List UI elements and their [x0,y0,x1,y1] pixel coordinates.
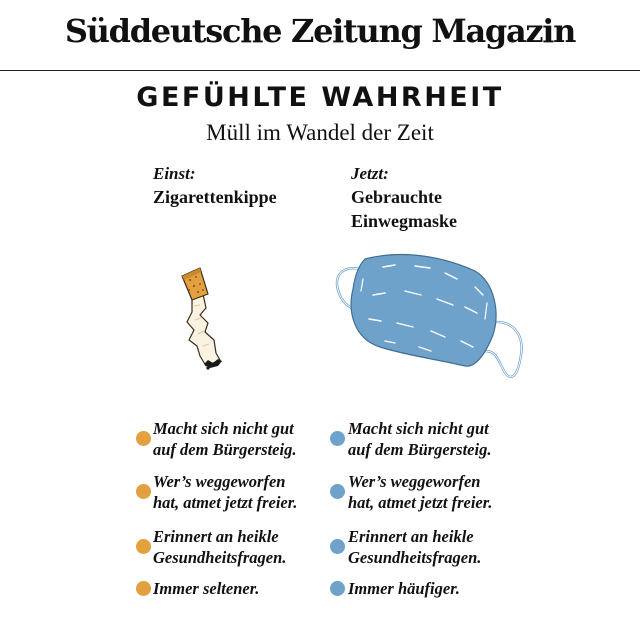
now-fact-2 [348,471,528,513]
fact-line: Erinnert an heikle [153,527,279,546]
now-label: Jetzt: [351,164,389,183]
now-bullet-dot [330,484,345,499]
now-item-name [351,185,551,233]
then-bullet-dot [136,581,151,596]
fact-line: Gesundheitsfragen. [348,548,482,567]
then-bullet-dot [136,431,151,446]
face-mask-icon [325,243,540,388]
now-fact-1 [348,418,528,460]
fact-line: Macht sich nicht gut [348,419,489,438]
fact-line: Wer’s weggeworfen [153,472,286,491]
then-fact-4 [153,578,333,599]
now-bullet-dot [330,539,345,554]
fact-line: hat, atmet jetzt freier. [153,493,298,512]
cigarette-butt-icon [170,260,240,375]
fact-line: hat, atmet jetzt freier. [348,493,493,512]
now-fact-3 [348,526,528,568]
fact-line: Wer’s weggeworfen [348,472,481,491]
headline: GEFÜHLTE WAHRHEIT [136,82,504,113]
now-fact-4 [348,578,528,599]
then-fact-3 [153,526,333,568]
now-item-name-line: Einwegmaske [351,211,458,231]
fact-line: Immer häufiger. [348,579,460,598]
then-bullet-dot [136,539,151,554]
subheadline: Müll im Wandel der Zeit [206,120,434,145]
fact-line: Erinnert an heikle [348,527,474,546]
now-bullet-dot [330,581,345,596]
then-item-name [153,185,353,209]
now-bullet-dot [330,431,345,446]
fact-line: Gesundheitsfragen. [153,548,287,567]
masthead [0,0,640,71]
then-bullet-dot [136,484,151,499]
then-label: Einst: [153,164,196,183]
fact-line: Macht sich nicht gut [153,419,294,438]
now-item-name-line: Gebrauchte [351,187,442,207]
fact-line: auf dem Bürgersteig. [348,440,492,459]
fact-line: Immer seltener. [153,579,260,598]
then-fact-1 [153,418,333,460]
then-item-name-line: Zigarettenkippe [153,187,277,207]
fact-line: auf dem Bürgersteig. [153,440,297,459]
masthead-logo: Süddeutsche Zeitung Magazin [64,12,576,50]
then-fact-2 [153,471,333,513]
